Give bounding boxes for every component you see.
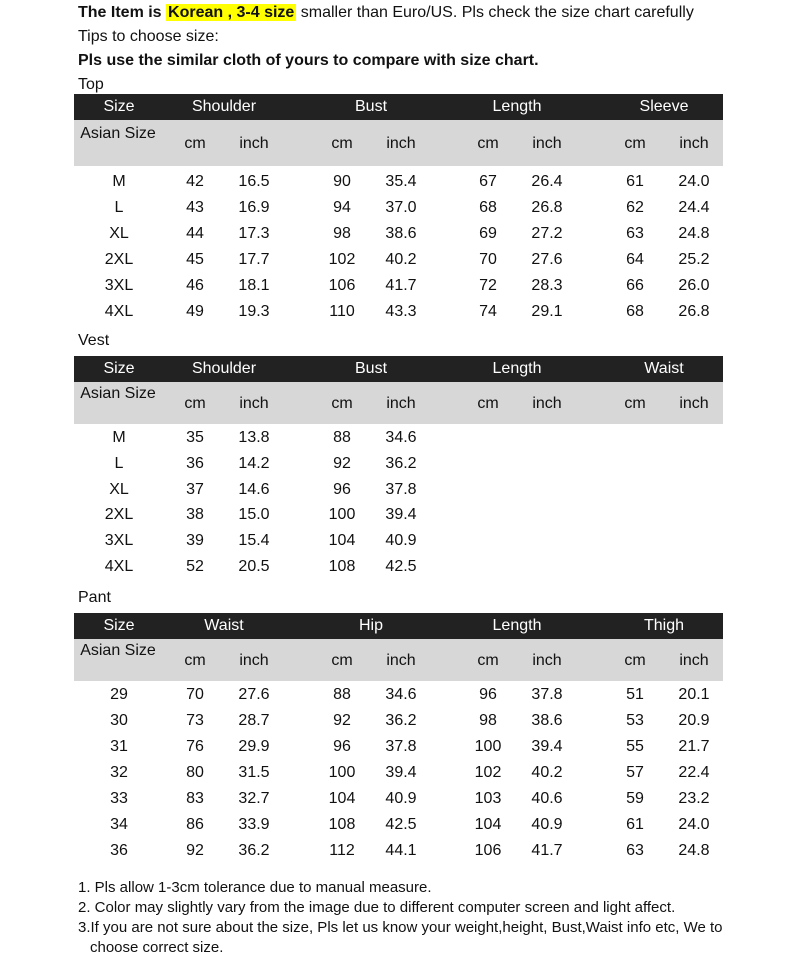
asian-size-label: Asian Size [80, 385, 156, 402]
header-cell: Hip [358, 617, 384, 634]
compare-text: Pls use the similar cloth of yours to compare with size chart. [78, 52, 539, 69]
size-cell: 2XL [104, 251, 134, 268]
asian-size-label: Asian Size [80, 125, 156, 142]
table-subheader [74, 120, 723, 166]
value-cell: 98 [333, 225, 351, 242]
unit-cell: inch [239, 395, 269, 412]
value-cell: 102 [328, 251, 356, 268]
value-cell: 20.1 [678, 686, 710, 703]
value-cell: 108 [328, 816, 356, 833]
value-cell: 29.1 [531, 303, 563, 320]
value-cell: 31.5 [238, 764, 270, 781]
value-cell: 64 [626, 251, 644, 268]
value-cell: 45 [186, 251, 204, 268]
table-body [74, 424, 723, 585]
value-cell: 43 [186, 199, 204, 216]
value-cell: 40.9 [385, 790, 417, 807]
size-cell: 36 [110, 842, 128, 859]
value-cell: 26.0 [678, 277, 710, 294]
header-cell: Length [492, 617, 542, 634]
value-cell: 40.9 [531, 816, 563, 833]
size-table-pant [74, 613, 723, 869]
value-cell: 106 [474, 842, 502, 859]
size-cell: 29 [110, 686, 128, 703]
value-cell: 63 [626, 842, 644, 859]
unit-cell: inch [239, 135, 269, 152]
value-cell: 43.3 [385, 303, 417, 320]
value-cell: 67 [479, 173, 497, 190]
value-cell: 16.9 [238, 199, 270, 216]
value-cell: 17.7 [238, 251, 270, 268]
value-cell: 73 [186, 712, 204, 729]
tips-text: Tips to choose size: [78, 28, 219, 45]
value-cell: 96 [479, 686, 497, 703]
value-cell: 61 [626, 173, 644, 190]
table-row [74, 196, 723, 222]
unit-cell: inch [679, 652, 709, 669]
value-cell: 41.7 [385, 277, 417, 294]
value-cell: 17.3 [238, 225, 270, 242]
value-cell: 14.6 [238, 480, 270, 498]
value-cell: 22.4 [678, 764, 710, 781]
value-cell: 36.2 [385, 712, 417, 729]
value-cell: 37.8 [385, 480, 417, 498]
value-cell: 24.8 [678, 225, 710, 242]
value-cell: 70 [479, 251, 497, 268]
value-cell: 112 [329, 842, 355, 859]
value-cell: 27.6 [531, 251, 563, 268]
header-cell: Waist [644, 360, 684, 377]
value-cell: 13.8 [238, 429, 270, 446]
value-cell: 15.0 [238, 506, 270, 524]
size-cell: M [112, 173, 126, 190]
value-cell: 100 [328, 506, 356, 524]
value-cell: 37.8 [531, 686, 563, 703]
value-cell: 28.7 [238, 712, 270, 729]
value-cell: 38.6 [531, 712, 563, 729]
table-row [74, 452, 723, 478]
value-cell: 83 [186, 790, 204, 807]
value-cell: 20.9 [678, 712, 710, 729]
table-header [74, 356, 723, 382]
value-cell: 42.5 [385, 816, 417, 833]
value-cell: 108 [328, 558, 356, 575]
header-cell: Size [103, 98, 135, 115]
value-cell: 80 [186, 764, 204, 781]
value-cell: 98 [479, 712, 497, 729]
table-body [74, 681, 723, 869]
asian-size-label: Asian Size [80, 642, 156, 659]
section-label-vest: Vest [78, 332, 110, 349]
value-cell: 44 [186, 225, 204, 242]
value-cell: 27.6 [238, 686, 270, 703]
unit-cell: cm [331, 652, 353, 669]
value-cell: 52 [186, 558, 204, 575]
value-cell: 24.0 [678, 173, 710, 190]
value-cell: 32.7 [238, 790, 270, 807]
table-row [74, 839, 723, 865]
value-cell: 104 [328, 532, 356, 550]
value-cell: 92 [333, 454, 351, 472]
header-cell: Sleeve [639, 98, 689, 115]
size-cell: 2XL [104, 506, 134, 524]
value-cell: 104 [474, 816, 502, 833]
header-cell: Length [492, 360, 542, 377]
value-cell: 94 [333, 199, 351, 216]
value-cell: 38 [186, 506, 204, 524]
table-row [74, 170, 723, 196]
table-row [74, 300, 723, 326]
value-cell: 26.8 [678, 303, 710, 320]
unit-cell: inch [386, 395, 416, 412]
header-line [78, 4, 694, 22]
table-row [74, 761, 723, 787]
table-row [74, 735, 723, 761]
value-cell: 34.6 [385, 686, 417, 703]
unit-cell: cm [184, 652, 206, 669]
value-cell: 34.6 [385, 429, 417, 446]
table-body [74, 166, 723, 330]
value-cell: 104 [328, 790, 356, 807]
header-cell: Shoulder [191, 98, 257, 115]
value-cell: 39 [186, 532, 204, 550]
header-prefix: The Item is [78, 4, 162, 21]
size-cell: XL [109, 480, 129, 498]
value-cell: 26.8 [531, 199, 563, 216]
value-cell: 39.4 [385, 764, 417, 781]
value-cell: 46 [186, 277, 204, 294]
value-cell: 106 [328, 277, 356, 294]
section-label-top: Top [78, 76, 104, 93]
table-row [74, 222, 723, 248]
size-cell: L [114, 454, 124, 472]
unit-cell: inch [532, 135, 562, 152]
value-cell: 37 [186, 480, 204, 498]
value-cell: 92 [333, 712, 351, 729]
header-cell: Length [492, 98, 542, 115]
unit-cell: cm [331, 395, 353, 412]
table-header [74, 94, 723, 120]
unit-cell: inch [386, 652, 416, 669]
value-cell: 110 [329, 303, 355, 320]
value-cell: 76 [186, 738, 204, 755]
notes [78, 878, 728, 958]
unit-cell: inch [532, 652, 562, 669]
table-row [74, 503, 723, 529]
unit-cell: inch [239, 652, 269, 669]
unit-cell: cm [184, 135, 206, 152]
value-cell: 25.2 [678, 251, 710, 268]
size-cell: 32 [110, 764, 128, 781]
unit-cell: inch [679, 135, 709, 152]
value-cell: 86 [186, 816, 204, 833]
size-cell: 33 [110, 790, 128, 807]
header-cell: Bust [354, 360, 388, 377]
value-cell: 55 [626, 738, 644, 755]
value-cell: 24.4 [678, 199, 710, 216]
value-cell: 42 [186, 173, 204, 190]
value-cell: 49 [186, 303, 204, 320]
unit-cell: cm [477, 395, 499, 412]
value-cell: 16.5 [238, 173, 270, 190]
unit-cell: cm [184, 395, 206, 412]
value-cell: 44.1 [385, 842, 417, 859]
value-cell: 37.0 [385, 199, 417, 216]
value-cell: 36.2 [385, 454, 417, 472]
size-cell: 34 [110, 816, 128, 833]
unit-cell: cm [331, 135, 353, 152]
value-cell: 35 [186, 429, 204, 446]
header-cell: Bust [354, 98, 388, 115]
value-cell: 38.6 [385, 225, 417, 242]
size-cell: M [112, 429, 126, 446]
size-cell: 30 [110, 712, 128, 729]
value-cell: 23.2 [678, 790, 710, 807]
value-cell: 27.2 [531, 225, 563, 242]
value-cell: 62 [626, 199, 644, 216]
unit-cell: cm [624, 652, 646, 669]
value-cell: 33.9 [238, 816, 270, 833]
value-cell: 24.8 [678, 842, 710, 859]
size-cell: XL [109, 225, 129, 242]
table-row [74, 529, 723, 555]
header-cell: Size [103, 360, 135, 377]
header-cell: Size [103, 617, 135, 634]
value-cell: 68 [626, 303, 644, 320]
size-cell: 3XL [104, 277, 134, 294]
unit-cell: cm [624, 395, 646, 412]
value-cell: 68 [479, 199, 497, 216]
size-cell: 3XL [104, 532, 134, 550]
table-row [74, 426, 723, 452]
value-cell: 51 [626, 686, 644, 703]
size-table-top [74, 94, 723, 330]
table-row [74, 478, 723, 504]
value-cell: 40.2 [385, 251, 417, 268]
value-cell: 42.5 [385, 558, 417, 575]
size-cell: 31 [110, 738, 128, 755]
unit-cell: inch [386, 135, 416, 152]
unit-cell: cm [477, 135, 499, 152]
value-cell: 103 [474, 790, 502, 807]
table-subheader [74, 639, 723, 681]
value-cell: 70 [186, 686, 204, 703]
table-row [74, 813, 723, 839]
value-cell: 41.7 [531, 842, 563, 859]
header-cell: Thigh [643, 617, 685, 634]
value-cell: 69 [479, 225, 497, 242]
size-table-vest [74, 356, 723, 585]
unit-cell: inch [532, 395, 562, 412]
value-cell: 66 [626, 277, 644, 294]
value-cell: 74 [479, 303, 497, 320]
note-item: 3.If you are not sure about the size, Pls let us know your weight,height, Bust,Waist info etc, We to choose correct size. [78, 919, 723, 956]
unit-cell: cm [477, 652, 499, 669]
value-cell: 26.4 [531, 173, 563, 190]
value-cell: 18.1 [238, 277, 270, 294]
value-cell: 57 [626, 764, 644, 781]
value-cell: 21.7 [678, 738, 710, 755]
table-header [74, 613, 723, 639]
value-cell: 39.4 [531, 738, 563, 755]
value-cell: 88 [333, 686, 351, 703]
value-cell: 28.3 [531, 277, 563, 294]
unit-cell: inch [679, 395, 709, 412]
table-row [74, 248, 723, 274]
value-cell: 24.0 [678, 816, 710, 833]
unit-cell: cm [624, 135, 646, 152]
value-cell: 100 [328, 764, 356, 781]
value-cell: 96 [333, 480, 351, 498]
value-cell: 88 [333, 429, 351, 446]
header-cell: Shoulder [191, 360, 257, 377]
value-cell: 14.2 [238, 454, 270, 472]
value-cell: 59 [626, 790, 644, 807]
value-cell: 15.4 [238, 532, 270, 550]
header-cell: Waist [204, 617, 244, 634]
value-cell: 19.3 [238, 303, 270, 320]
table-subheader [74, 382, 723, 424]
table-row [74, 555, 723, 581]
table-row [74, 274, 723, 300]
note-item: 2. Color may slightly vary from the image due to different computer screen and light affect. [78, 899, 676, 916]
value-cell: 35.4 [385, 173, 417, 190]
section-label-pant: Pant [78, 589, 111, 606]
value-cell: 36 [186, 454, 204, 472]
value-cell: 102 [474, 764, 502, 781]
value-cell: 63 [626, 225, 644, 242]
header-suffix: smaller than Euro/US. Pls check the size chart carefully [300, 4, 694, 21]
value-cell: 61 [626, 816, 644, 833]
value-cell: 40.9 [385, 532, 417, 550]
value-cell: 39.4 [385, 506, 417, 524]
header-highlight: Korean , 3-4 size [168, 4, 295, 21]
value-cell: 96 [333, 738, 351, 755]
value-cell: 92 [186, 842, 204, 859]
table-row [74, 709, 723, 735]
note-item: 1. Pls allow 1-3cm tolerance due to manual measure. [78, 879, 432, 896]
value-cell: 90 [333, 173, 351, 190]
value-cell: 37.8 [385, 738, 417, 755]
value-cell: 72 [479, 277, 497, 294]
value-cell: 29.9 [238, 738, 270, 755]
value-cell: 40.6 [531, 790, 563, 807]
table-row [74, 787, 723, 813]
size-cell: L [114, 199, 124, 216]
value-cell: 53 [626, 712, 644, 729]
size-cell: 4XL [104, 303, 134, 320]
value-cell: 100 [474, 738, 502, 755]
table-row [74, 683, 723, 709]
value-cell: 36.2 [238, 842, 270, 859]
value-cell: 20.5 [238, 558, 270, 575]
size-cell: 4XL [104, 558, 134, 575]
value-cell: 40.2 [531, 764, 563, 781]
